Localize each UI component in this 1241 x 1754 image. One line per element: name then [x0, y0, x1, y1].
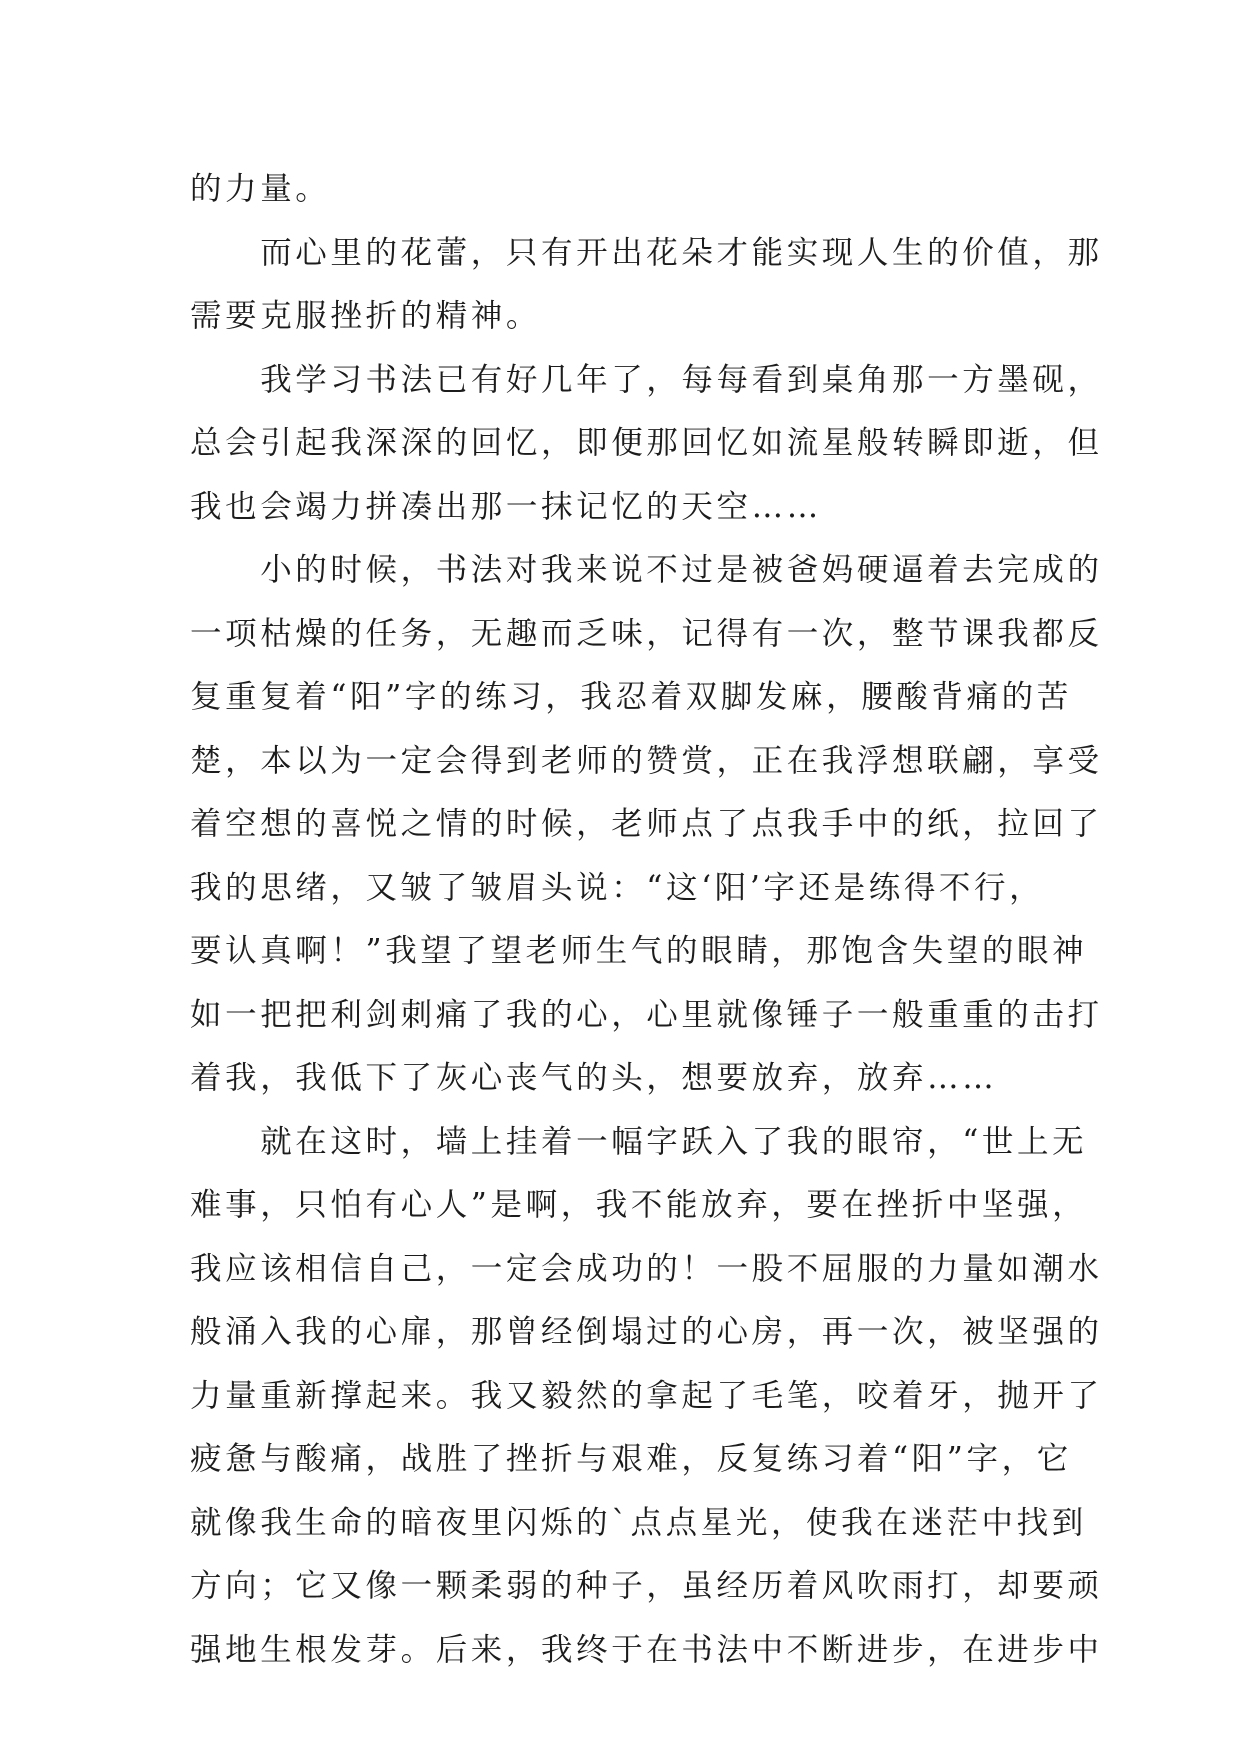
text-line: 着空想的喜悦之情的时候，老师点了点我手中的纸，拉回了: [190, 806, 1103, 842]
text-line: 我也会竭力拼凑出那一抹记忆的天空……: [190, 488, 822, 525]
text-line: 力量重新撑起来。我又毅然的拿起了毛笔，咬着牙，抛开了: [190, 1377, 1103, 1414]
text-line: 我的思绪，又皱了皱眉头说：“这‘阳’字还是练得不行，: [190, 869, 1045, 906]
text-line: 而心里的花蕾，只有开出花朵才能实现人生的价值，那: [190, 234, 1103, 271]
text-line: 一项枯燥的任务，无趣而乏味，记得有一次，整节课我都反: [190, 615, 1103, 652]
text-line: 方向；它又像一颗柔弱的种子，虽经历着风吹雨打，却要顽: [190, 1568, 1103, 1604]
text-line: 的力量。: [190, 171, 331, 207]
text-line: 着我，我低下了灰心丧气的头，想要放弃，放弃……: [190, 1060, 998, 1096]
text-line: 要认真啊！”我望了望老师生气的眼睛，那饱含失望的眼神: [190, 933, 1088, 969]
text-line: 我应该相信自己，一定会成功的！一股不屈服的力量如潮水: [190, 1250, 1103, 1287]
text-line: 我学习书法已有好几年了，每每看到桌角那一方墨砚，: [190, 361, 1103, 398]
text-line: 般涌入我的心扉，那曾经倒塌过的心房，再一次，被坚强的: [190, 1314, 1103, 1350]
text-line: 难事，只怕有心人”是啊，我不能放弃，要在挫折中坚强，: [190, 1187, 1088, 1223]
text-line: 就在这时，墙上挂着一幅字跃入了我的眼帘，“世上无: [190, 1123, 1088, 1160]
text-line: 复重复着“阳”字的练习，我忍着双脚发麻，腰酸背痛的苦: [190, 679, 1072, 715]
text-line: 总会引起我深深的回忆，即便那回忆如流星般转瞬即逝，但: [190, 425, 1103, 461]
essay-body: [190, 158, 1103, 1682]
text-line: 强地生根发芽。后来，我终于在书法中不断进步，在进步中: [190, 1631, 1103, 1668]
text-line: 疲惫与酸痛，战胜了挫折与艰难，反复练习着“阳”字，它: [190, 1441, 1072, 1477]
text-line: 楚，本以为一定会得到老师的赞赏，正在我浮想联翩，享受: [190, 742, 1103, 779]
text-line: 就像我生命的暗夜里闪烁的`点点星光，使我在迷茫中找到: [190, 1504, 1087, 1541]
text-line: 如一把把利剑刺痛了我的心，心里就像锤子一般重重的击打: [190, 996, 1103, 1033]
text-line: 小的时候，书法对我来说不过是被爸妈硬逼着去完成的: [190, 552, 1103, 588]
text-line: 需要克服挫折的精神。: [190, 298, 542, 334]
